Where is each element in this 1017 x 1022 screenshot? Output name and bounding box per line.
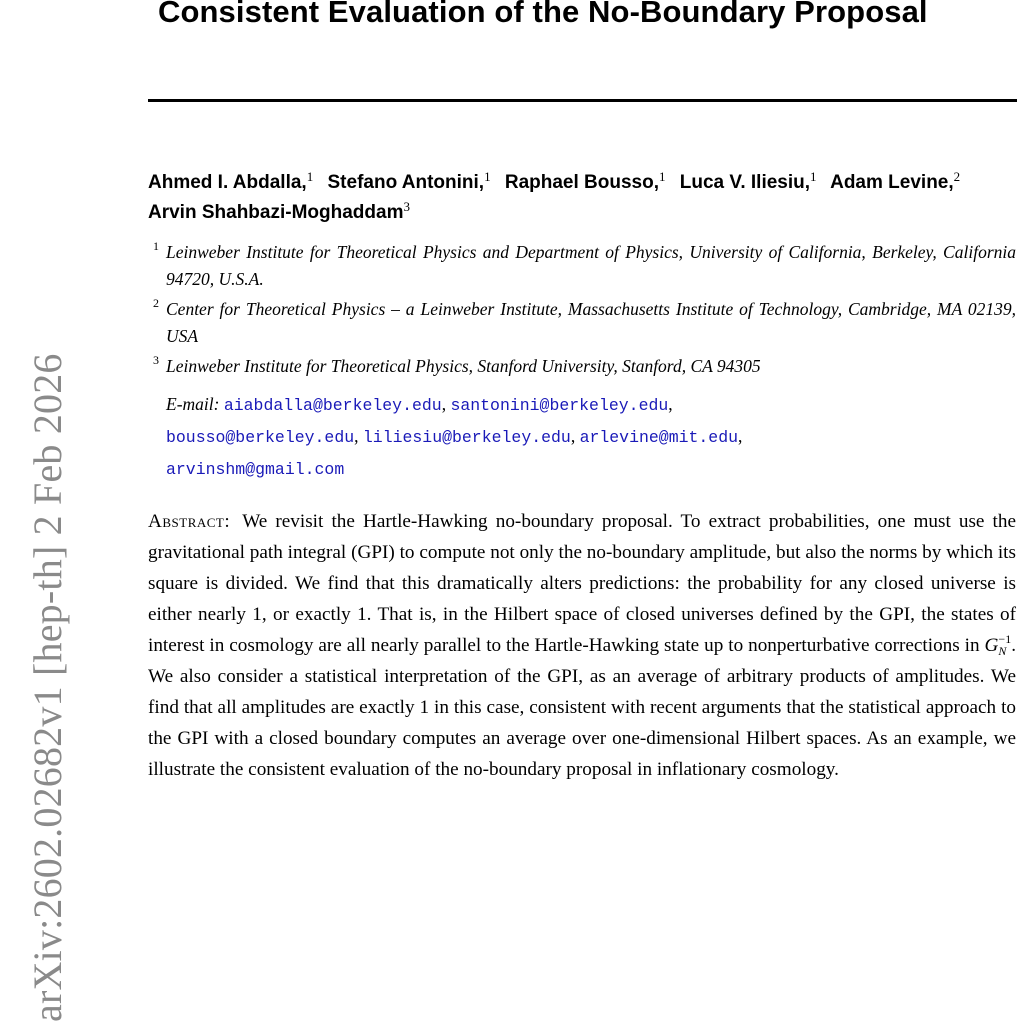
math-superscript: −1 bbox=[998, 632, 1012, 646]
email-link[interactable]: arlevine@mit.edu bbox=[579, 428, 739, 447]
email-link[interactable]: aiabdalla@berkeley.edu bbox=[223, 396, 442, 415]
affiliation-text: Leinweber Institute for Theoretical Physics and Department of Physics, University of California, Berkeley, California 94720, U.S.A. bbox=[166, 242, 1016, 289]
author-affiliation-mark: 1 bbox=[484, 169, 491, 184]
author-affiliation-mark: 1 bbox=[810, 169, 817, 184]
author-name: Adam Levine, bbox=[830, 172, 954, 193]
affiliation-2 bbox=[150, 296, 1016, 350]
author-affiliation-mark: 1 bbox=[306, 169, 314, 184]
author-affiliation-mark: 1 bbox=[659, 169, 666, 184]
affiliation-number: 2 bbox=[153, 296, 159, 310]
abstract-text-part-1: We revisit the Hartle-Hawking no-boundary proposal. To extract probabilities, one must use the gravitational path integral (GPI) to compute not only the no-boundary amplitude, but also the norms by which its square is divided. We find that this dramatically alters predictions: the probability for any closed universe is either nearly 1, or exactly 1. That is, in the Hilbert space of closed universes defined by the GPI, the states of interest in cosmology are all nearly parallel to the Hartle-Hawking state up to nonperturbative corrections in bbox=[148, 511, 1016, 656]
math-base: G bbox=[984, 635, 999, 656]
arxiv-identifier-stamp bbox=[0, 0, 70, 1022]
email-block: E-mail: aiabdalla@berkeley.edu, santonini@berkeley.edu, bousso@berkeley.edu, liliesiu@berkeley.edu, arlevine@mit.edu, arvinshm@gmail.com bbox=[166, 394, 743, 479]
email-link[interactable]: liliesiu@berkeley.edu bbox=[362, 428, 571, 447]
email-link[interactable]: bousso@berkeley.edu bbox=[166, 428, 355, 447]
author-name: Stefano Antonini, bbox=[327, 172, 485, 193]
abstract-text-part-2: . We also consider a statistical interpretation of the GPI, as an average of arbitrary products of amplitudes. We find that all amplitudes are exactly 1 in this case, consistent with recent arguments that the statistical approach to the GPI with a closed boundary computes an average over one-dimensional Hilbert spaces. As an example, we illustrate the consistent evaluation of the no-boundary proposal in inflationary cosmology. bbox=[148, 635, 1016, 780]
author-list bbox=[148, 168, 1008, 228]
email-label: E-mail: bbox=[166, 394, 220, 414]
arxiv-identifier-text: arXiv:2602.02682v1 [hep-th] 2 Feb 2026 bbox=[25, 353, 70, 1022]
abstract-heading: Abstract: bbox=[148, 511, 231, 532]
author-affiliation-mark: 3 bbox=[403, 199, 410, 214]
email-link[interactable]: arvinshm@gmail.com bbox=[166, 460, 345, 479]
affiliation-1 bbox=[150, 239, 1016, 293]
affiliation-number: 1 bbox=[153, 239, 159, 253]
email-link[interactable]: santonini@berkeley.edu bbox=[450, 396, 669, 415]
author-affiliation-mark: 2 bbox=[953, 169, 961, 184]
newton-constant-math bbox=[984, 632, 1012, 658]
author-name: Raphael Bousso, bbox=[504, 172, 659, 193]
author-name: Arvin Shahbazi-Moghaddam bbox=[148, 202, 404, 223]
abstract bbox=[148, 506, 1016, 785]
math-subscript: N bbox=[998, 644, 1007, 658]
affiliation-number: 3 bbox=[153, 353, 159, 367]
affiliation-text: Leinweber Institute for Theoretical Physics, Stanford University, Stanford, CA 94305 bbox=[166, 356, 761, 376]
affiliation-text: Center for Theoretical Physics – a Leinweber Institute, Massachusetts Institute of Technology, Cambridge, MA 02139, USA bbox=[166, 299, 1016, 346]
title-rule bbox=[148, 99, 1017, 102]
author-name: Luca V. Iliesiu, bbox=[679, 172, 811, 193]
paper-title: Consistent Evaluation of the No-Boundary Proposal bbox=[158, 0, 928, 29]
author-name: Ahmed I. Abdalla, bbox=[148, 172, 307, 193]
affiliation-3 bbox=[150, 353, 1016, 380]
